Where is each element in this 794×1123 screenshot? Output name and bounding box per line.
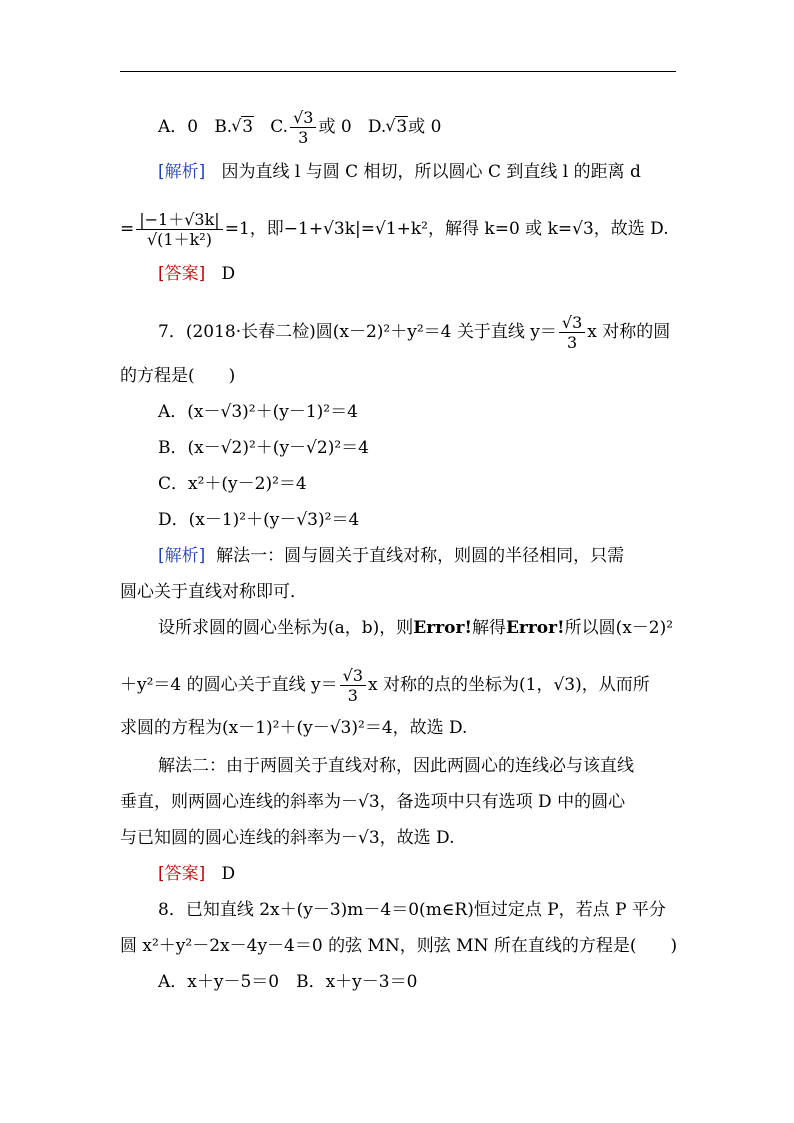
q7-analysis-line2: 圆心关于直线对称即可． (120, 582, 307, 602)
answer-tag: [答案] (158, 264, 206, 284)
q7-stem-line2: 的方程是( ) (120, 366, 236, 386)
q7-stem-line1: 7．(2018·长春二检)圆(x－2)²＋y²＝4 关于直线 y＝ $\frac{√3}{3}$ x 对称的圆 (158, 313, 671, 352)
q7-option-d: D．(x－1)²＋(y－√3)²＝4 (158, 510, 360, 530)
header-rule (120, 71, 676, 72)
q7-analysis-line3: 设所求圆的圆心坐标为(a，b)，则Error!解得Error!所以圆(x－2)² (158, 618, 674, 638)
q7-analysis-line5: 求圆的方程为(x－1)²＋(y－√3)²＝4，故选 D. (120, 718, 468, 738)
q7-answer: [答案] D (158, 864, 236, 884)
q8-options: A．x＋y－5＝0 B．x＋y－3＝0 (158, 972, 418, 992)
q6-answer: [答案] D (158, 264, 236, 284)
q6-analysis-line1: [解析] 因为直线 l 与圆 C 相切，所以圆心 C 到直线 l 的距离 d (158, 162, 641, 182)
q8-stem-line2: 圆 x²＋y²－2x－4y－4＝0 的弦 MN，则弦 MN 所在直线的方程是( ) (120, 936, 678, 956)
q7-sol2-line2: 垂直，则两圆心连线的斜率为－√3，备选项中只有选项 D 中的圆心 (120, 792, 626, 812)
q6-choices: A．0 B.√ 3 C. $\frac{√3}{3}$ 或 0 D.√ 3或 0 (158, 108, 441, 147)
fraction: $\frac{√3}{3}$ (290, 108, 316, 147)
q7-sol2-line1: 解法二：由于两圆关于直线对称，因此两圆心的连线必与该直线 (158, 756, 634, 776)
q6-analysis-line2: = $\frac{|-1+√3k|}{\text{√(1＋k²)}}$ =1，即−1+√3k|=√1+k²，解得 k=0 或 k=√3，故选 D. (120, 210, 669, 249)
q7-analysis-line4: ＋y²＝4 的圆心关于直线 y＝ $\frac{√3}{3}$ x 对称的点的坐标为(1，√3)，从而所 (120, 666, 650, 705)
q8-stem-line1: 8．已知直线 2x＋(y－3)m－4＝0(m∈R)恒过定点 P，若点 P 平分 (158, 900, 666, 920)
q7-option-b: B．(x－√2)²＋(y－√2)²＝4 (158, 438, 369, 458)
q7-option-a: A．(x－√3)²＋(y－1)²＝4 (158, 402, 358, 422)
q7-analysis-line1: [解析] 解法一：圆与圆关于直线对称，则圆的半径相同，只需 (158, 546, 625, 566)
q7-option-c: C．x²＋(y－2)²＝4 (158, 474, 307, 494)
analysis-tag: [解析] (158, 162, 206, 182)
q7-sol2-line3: 与已知圆的圆心连线的斜率为－√3，故选 D. (120, 828, 455, 848)
